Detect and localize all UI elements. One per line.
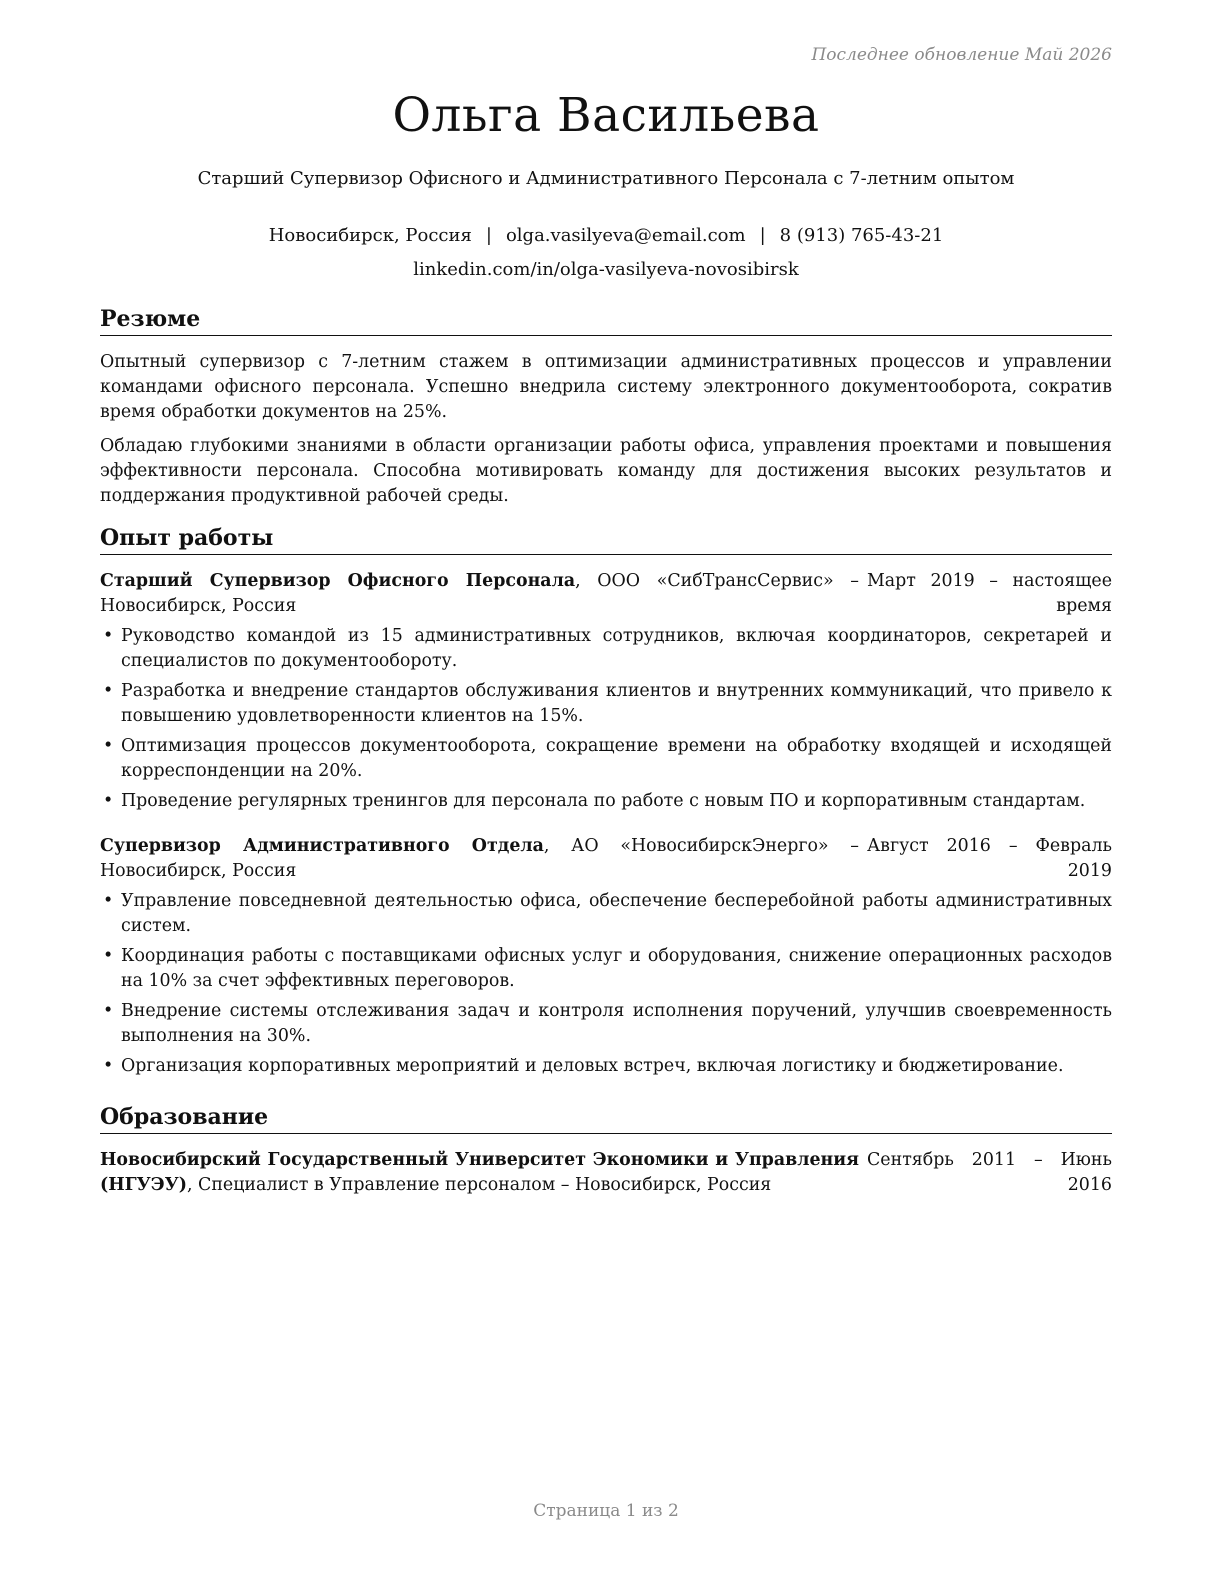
bullet-icon: •: [103, 1001, 114, 1021]
list-item: • Внедрение системы отслеживания задач и контроля исполнения поручений, улучшив своевременность выполнения на 30%.: [103, 1001, 1112, 1046]
job-company: , АО «НовосибирскЭнерго» – Новосибирск, Россия: [100, 836, 859, 881]
education-section: [100, 1103, 1112, 1198]
job-header: [100, 569, 1112, 619]
list-item: • Разработка и внедрение стандартов обслуживания клиентов и внутренних коммуникаций, что привело к повышению удовлетворенности клиентов на 15%.: [103, 681, 1112, 726]
contact-line: [100, 219, 1112, 253]
bullet-icon: •: [103, 681, 114, 701]
bullet-icon: •: [103, 1056, 114, 1076]
list-item: • Руководство командой из 15 административных сотрудников, включая координаторов, секретарей и специалистов по документообороту.: [103, 626, 1112, 671]
contact-email[interactable]: olga.vasilyeva@email.com: [505, 225, 746, 246]
bullet-icon: •: [103, 891, 114, 911]
contact-linkedin[interactable]: linkedin.com/in/olga-vasilyeva-novosibirsk: [413, 259, 799, 280]
list-item: • Проведение регулярных тренингов для персонала по работе с новым ПО и корпоративным стандартам.: [100, 789, 1112, 814]
job-dates: Март 2019 – настоящее время: [867, 571, 1112, 616]
job-title-line: [100, 569, 859, 619]
education-dates: Сентябрь 2011 – Июнь 2016: [867, 1150, 1112, 1195]
job-company: , ООО «СибТрансСервис» – Новосибирск, Россия: [100, 571, 859, 616]
headline: Старший Супервизор Офисного и Административного Персонала с 7-летним опытом: [197, 168, 1015, 189]
last-updated: Последнее обновление Май 2026: [811, 45, 1112, 65]
section-title-education: Образование: [100, 1103, 1112, 1134]
list-item: • Координация работы с поставщиками офисных услуг и оборудования, снижение операционных расходов на 10% за счет эффективных переговоров.: [103, 946, 1112, 991]
education-entry: [100, 1148, 1112, 1198]
education-title-line: [100, 1148, 859, 1198]
job-title-line: [100, 834, 859, 884]
experience-section: [100, 524, 1112, 1084]
job-entry: [100, 834, 1112, 1079]
contact-location: Новосибирск, Россия: [268, 225, 472, 246]
job-header: [100, 834, 1112, 884]
education-institution: Новосибирский Государственный Университет Экономики и Управления (НГУЭУ): [100, 1150, 859, 1195]
contact-phone: 8 (913) 765-43-21: [779, 225, 944, 246]
education-details: , Специалист в Управление персоналом – Новосибирск, Россия: [186, 1175, 772, 1195]
person-name: Ольга Васильева: [392, 88, 820, 143]
section-title-experience: Опыт работы: [100, 524, 1112, 555]
bullet-icon: •: [103, 791, 114, 811]
page-number: Страница 1 из 2: [533, 1501, 679, 1521]
bullet-icon: •: [103, 946, 114, 966]
list-item: • Управление повседневной деятельностью офиса, обеспечение бесперебойной работы административных систем.: [103, 891, 1112, 936]
contact-separator: |: [759, 225, 766, 246]
bullet-icon: •: [103, 736, 114, 756]
job-bullets: [100, 889, 1112, 1079]
job-entry: [100, 569, 1112, 814]
summary-section: [100, 305, 1112, 509]
list-item: • Организация корпоративных мероприятий и деловых встреч, включая логистику и бюджетирование.: [100, 1054, 1112, 1079]
bullet-icon: •: [103, 626, 114, 646]
section-title-summary: Резюме: [100, 305, 1112, 336]
resume-page: [100, 0, 1112, 1584]
job-position: Супервизор Административного Отдела: [100, 836, 544, 856]
contact-block: [100, 219, 1112, 287]
contact-separator: |: [485, 225, 492, 246]
summary-paragraph: Обладаю глубокими знаниями в области организации работы офиса, управления проектами и повышения эффективности персонала. Способна мотивировать команду для достижения высоких результатов и поддержания продуктивной рабочей среды.: [100, 436, 1112, 506]
list-item: • Оптимизация процессов документооборота, сокращение времени на обработку входящей и исходящей корреспонденции на 20%.: [103, 736, 1112, 781]
summary-paragraph: Опытный супервизор с 7-летним стажем в оптимизации административных процессов и управлении командами офисного персонала. Успешно внедрила систему электронного документооборота, сократив время обработки документов на 25%.: [100, 352, 1112, 422]
job-bullets: [100, 624, 1112, 814]
job-position: Старший Супервизор Офисного Персонала: [100, 571, 576, 591]
job-dates: Август 2016 – Февраль 2019: [867, 836, 1112, 881]
